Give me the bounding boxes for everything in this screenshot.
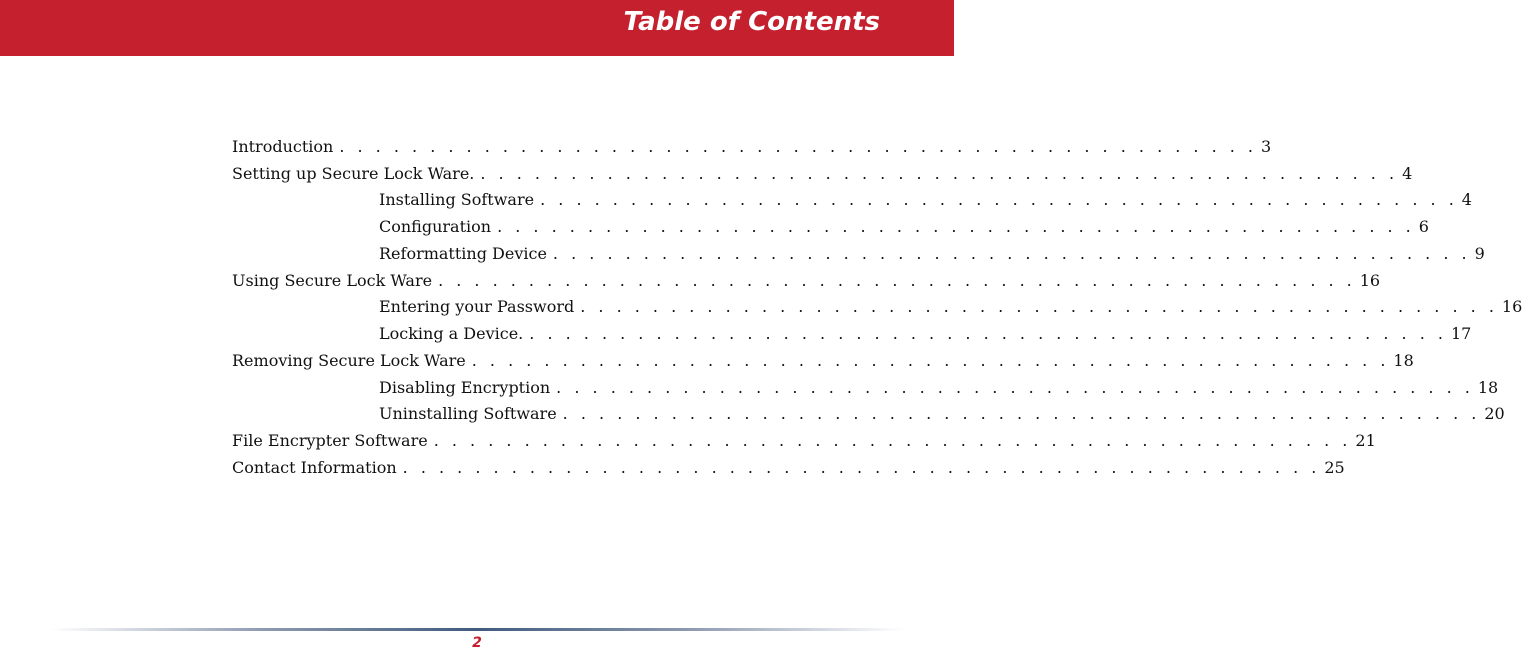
toc-entry-label: Disabling Encryption [379, 378, 556, 397]
toc-entry-page: 4 [1398, 164, 1412, 183]
footer-divider [50, 628, 904, 631]
toc-entry-label: Introduction [232, 137, 339, 156]
toc-entry-removing-secure-lock-ware[interactable] [232, 347, 1414, 374]
dot-leader: . . . . . . . . . . . . . . . . . . . . . . . . . . . . . . . . . . . . . . . . . . . . . . . . . . . [497, 217, 1415, 237]
toc-entry-page: 25 [1320, 458, 1344, 477]
toc-entry-label: Entering your Password [379, 297, 580, 316]
toc-entry-introduction[interactable] [232, 133, 1272, 160]
toc-entry-page: 18 [1474, 378, 1498, 397]
dot-leader: . . . . . . . . . . . . . . . . . . . . . . . . . . . . . . . . . . . . . . . . . . . . . . . . . . . [556, 377, 1474, 397]
toc-entry-page: 20 [1480, 404, 1504, 423]
toc-entry-label: Installing Software [379, 190, 540, 209]
toc-entry-file-encrypter-software[interactable] [232, 427, 1376, 454]
toc-entry-label: Reformatting Device [379, 244, 553, 263]
dot-leader: . . . . . . . . . . . . . . . . . . . . . . . . . . . . . . . . . . . . . . . . . . . . . . . . . . . [433, 431, 1352, 451]
toc-entry-configuration[interactable] [232, 213, 1429, 240]
dot-leader: . . . . . . . . . . . . . . . . . . . . . . . . . . . . . . . . . . . . . . . . . . . . . . . . . . . [480, 163, 1399, 183]
toc-entry-page: 3 [1257, 137, 1271, 156]
toc-entry-disabling-encryption[interactable] [232, 374, 1499, 401]
dot-leader: . . . . . . . . . . . . . . . . . . . . . . . . . . . . . . . . . . . . . . . . . . . . . . . . . . . [339, 136, 1258, 156]
toc-entry-page: 9 [1471, 244, 1485, 263]
toc-entry-page: 21 [1351, 431, 1375, 450]
toc-entry-page: 16 [1498, 297, 1522, 316]
dot-leader: . . . . . . . . . . . . . . . . . . . . . . . . . . . . . . . . . . . . . . . . . . . . . . . . . . . [402, 457, 1321, 477]
toc-entry-label: Locking a Device. [379, 324, 529, 343]
dot-leader: . . . . . . . . . . . . . . . . . . . . . . . . . . . . . . . . . . . . . . . . . . . . . . . . . . . [540, 190, 1458, 210]
toc-entry-entering-password[interactable] [232, 294, 1522, 321]
dot-leader: . . . . . . . . . . . . . . . . . . . . . . . . . . . . . . . . . . . . . . . . . . . . . . . . . . . [438, 270, 1356, 290]
toc-entry-locking-device[interactable] [232, 320, 1472, 347]
toc-entry-using-secure-lock-ware[interactable] [232, 267, 1381, 294]
page-number: 2 [472, 635, 482, 651]
dot-leader: . . . . . . . . . . . . . . . . . . . . . . . . . . . . . . . . . . . . . . . . . . . . . . . . . . . [562, 404, 1481, 424]
dot-leader: . . . . . . . . . . . . . . . . . . . . . . . . . . . . . . . . . . . . . . . . . . . . . . . . . . . [529, 324, 1447, 344]
toc-entry-label: Removing Secure Lock Ware [232, 351, 472, 370]
dot-leader: . . . . . . . . . . . . . . . . . . . . . . . . . . . . . . . . . . . . . . . . . . . . . . . . . . . [580, 297, 1498, 317]
toc-entry-page: 17 [1447, 324, 1471, 343]
toc-entry-page: 6 [1415, 217, 1429, 236]
dot-leader: . . . . . . . . . . . . . . . . . . . . . . . . . . . . . . . . . . . . . . . . . . . . . . . . . . . [471, 350, 1390, 370]
toc-entry-page: 16 [1356, 271, 1380, 290]
toc-entry-reformatting-device[interactable] [232, 240, 1485, 267]
toc-entry-setting-up[interactable] [232, 160, 1413, 187]
toc-entry-label: Contact Information [232, 458, 403, 477]
toc-entry-label: Setting up Secure Lock Ware. [232, 164, 480, 183]
toc-entry-label: Uninstalling Software [379, 404, 563, 423]
page-title: Table of Contents [623, 7, 880, 37]
toc-entry-uninstalling-software[interactable] [232, 401, 1505, 428]
toc-entry-contact-information[interactable] [232, 454, 1345, 481]
toc-entry-page: 4 [1458, 190, 1472, 209]
toc-entry-installing-software[interactable] [232, 187, 1472, 214]
toc-entry-label: Configuration [379, 217, 497, 236]
toc-entry-label: Using Secure Lock Ware [232, 271, 438, 290]
toc-entry-label: File Encrypter Software [232, 431, 434, 450]
table-of-contents [232, 133, 1522, 481]
toc-entry-page: 18 [1389, 351, 1413, 370]
dot-leader: . . . . . . . . . . . . . . . . . . . . . . . . . . . . . . . . . . . . . . . . . . . . . . . . . . . [552, 243, 1471, 263]
